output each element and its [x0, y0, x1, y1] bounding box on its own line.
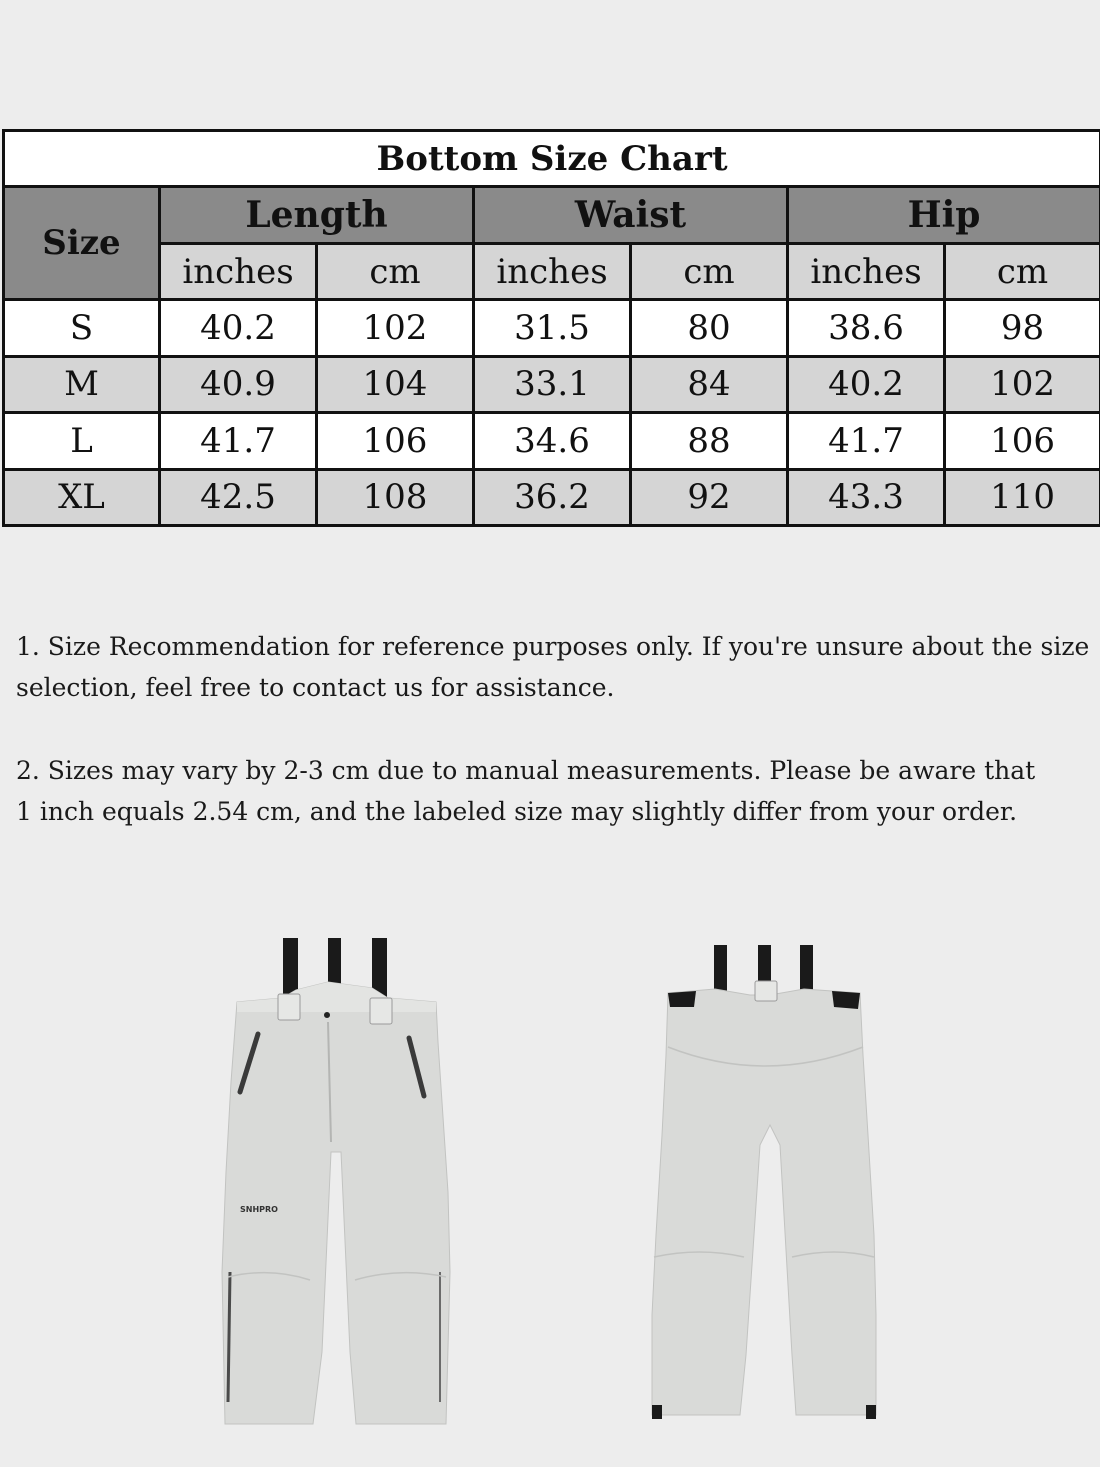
- table-cell: 88: [631, 413, 788, 469]
- table-row: [4, 469, 1100, 525]
- table-cell: 31.5: [474, 300, 631, 356]
- waist-group-header: Waist: [474, 187, 788, 243]
- strap: [714, 945, 727, 993]
- size-chart-table: [2, 129, 1100, 527]
- size-notes: [16, 626, 1090, 874]
- table-cell: 38.6: [788, 300, 945, 356]
- table-cell: 40.2: [788, 356, 945, 412]
- pants-back-image: [620, 935, 910, 1425]
- size-label: S: [4, 300, 160, 356]
- strap: [283, 938, 298, 996]
- table-cell: 42.5: [160, 469, 317, 525]
- hem-tab: [866, 1405, 876, 1419]
- table-cell: 84: [631, 356, 788, 412]
- table-cell: 34.6: [474, 413, 631, 469]
- table-cell: 36.2: [474, 469, 631, 525]
- table-cell: 41.7: [160, 413, 317, 469]
- snap-button: [324, 1012, 330, 1018]
- leg-zip: [228, 1272, 230, 1402]
- pants-front-image: [200, 932, 490, 1432]
- table-cell: 104: [317, 356, 474, 412]
- note-1: [16, 626, 1090, 708]
- size-column-header: Size: [4, 187, 160, 300]
- unit-header: inches: [160, 243, 317, 299]
- table-cell: 33.1: [474, 356, 631, 412]
- corner-patch: [668, 991, 696, 1007]
- table-cell: 102: [317, 300, 474, 356]
- size-label: XL: [4, 469, 160, 525]
- table-cell: 80: [631, 300, 788, 356]
- table-row: [4, 356, 1100, 412]
- hem-tab: [652, 1405, 662, 1419]
- hip-group-header: Hip: [788, 187, 1100, 243]
- chart-title: Bottom Size Chart: [4, 131, 1100, 187]
- size-label: M: [4, 356, 160, 412]
- unit-header: inches: [474, 243, 631, 299]
- unit-header: cm: [945, 243, 1100, 299]
- table-cell: 40.9: [160, 356, 317, 412]
- table-cell: 108: [317, 469, 474, 525]
- unit-header: cm: [631, 243, 788, 299]
- buckle: [278, 994, 300, 1020]
- waistband: [237, 982, 436, 1012]
- size-label: L: [4, 413, 160, 469]
- table-cell: 41.7: [788, 413, 945, 469]
- note-2: [16, 750, 1086, 832]
- buckle: [755, 981, 777, 1001]
- brand-logo: SNHPRO: [240, 1205, 278, 1214]
- pants-body: [222, 982, 450, 1424]
- note-1-line-2: selection, feel free to contact us for assistance.: [16, 673, 615, 702]
- table-row: [4, 300, 1100, 356]
- table-cell: 92: [631, 469, 788, 525]
- table-cell: 43.3: [788, 469, 945, 525]
- strap: [328, 938, 341, 988]
- table-cell: 106: [945, 413, 1100, 469]
- length-group-header: Length: [160, 187, 474, 243]
- buckle: [370, 998, 392, 1024]
- strap: [800, 945, 813, 993]
- table-cell: 110: [945, 469, 1100, 525]
- unit-header: inches: [788, 243, 945, 299]
- note-2-line-1: 2. Sizes may vary by 2-3 cm due to manual measurements. Please be aware that: [16, 756, 1036, 785]
- table-row: [4, 413, 1100, 469]
- corner-patch: [832, 991, 860, 1009]
- table-cell: 40.2: [160, 300, 317, 356]
- table-cell: 106: [317, 413, 474, 469]
- table-cell: 98: [945, 300, 1100, 356]
- unit-header: cm: [317, 243, 474, 299]
- note-2-line-2: 1 inch equals 2.54 cm, and the labeled size may slightly differ from your order.: [16, 797, 1018, 826]
- note-1-line-1: 1. Size Recommendation for reference purposes only. If you're unsure about the size: [16, 632, 1090, 661]
- table-cell: 102: [945, 356, 1100, 412]
